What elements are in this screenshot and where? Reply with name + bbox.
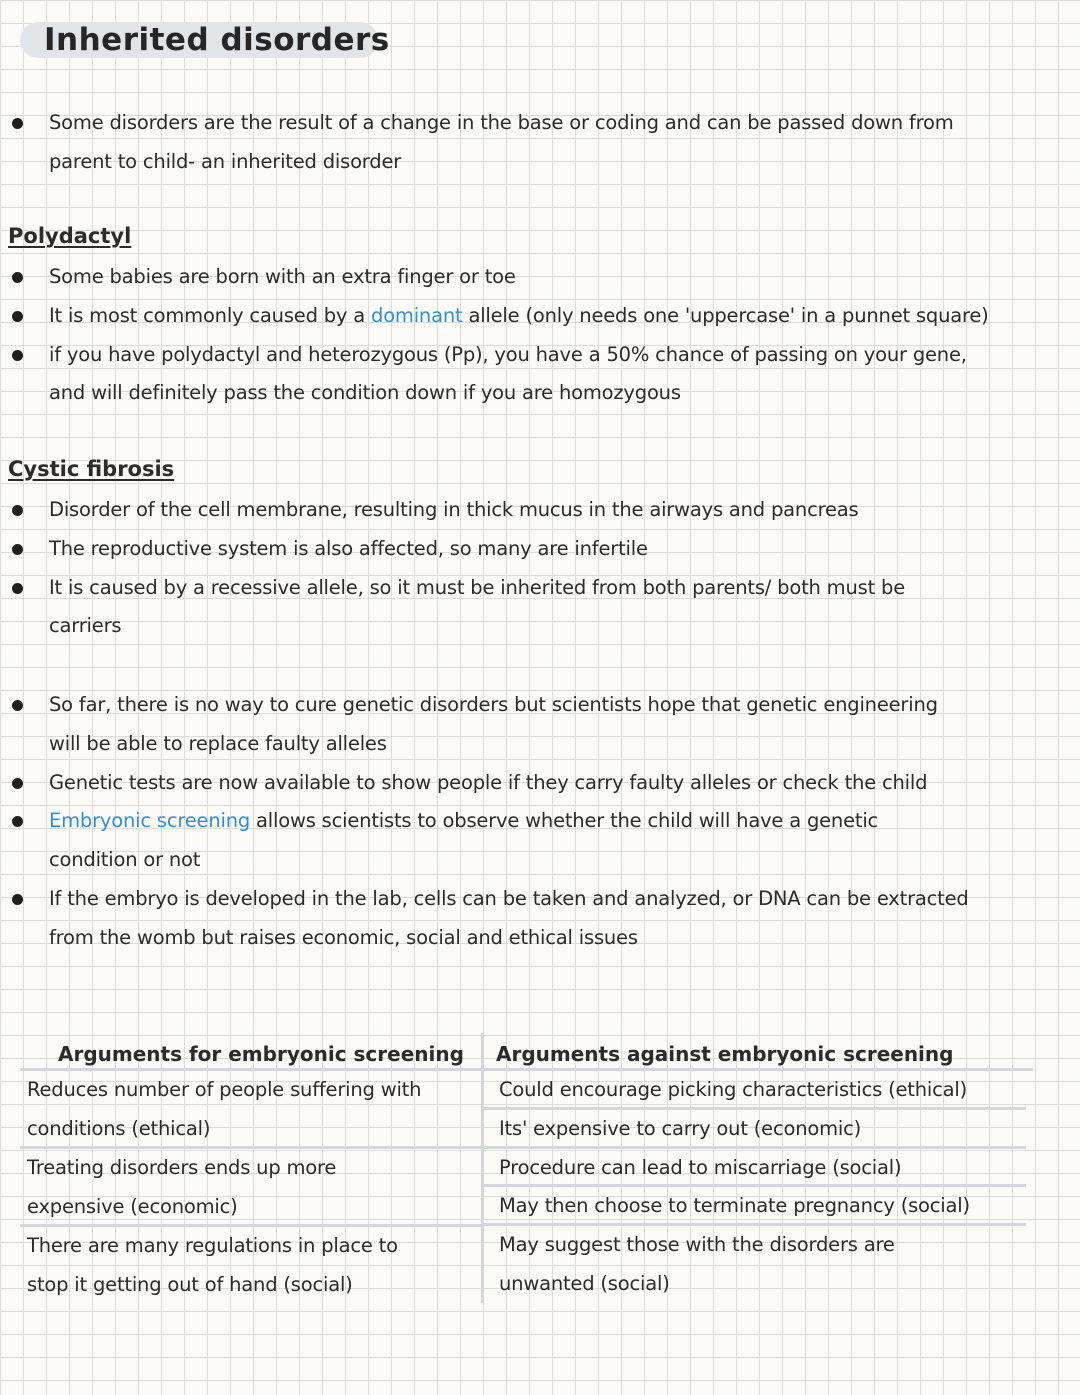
polydactyl-bullet-3-line-1: if you have polydactyl and heterozygous (Pp), you have a 50% chance of passing on your gene, bbox=[49, 342, 967, 366]
cystic-bullet-3-line-2: carriers bbox=[49, 614, 122, 638]
for-row-1-line-2: conditions (ethical) bbox=[27, 1116, 211, 1140]
bullet-dot-icon bbox=[12, 311, 23, 322]
cystic-fibrosis-list bbox=[0, 491, 1072, 646]
dominant-highlight: dominant bbox=[371, 303, 463, 327]
list-item bbox=[0, 530, 1072, 569]
page-title: Inherited disorders bbox=[20, 22, 378, 58]
table-row bbox=[20, 1149, 481, 1227]
against-row-5-line-2: unwanted (social) bbox=[499, 1271, 670, 1295]
bullet-dot-icon bbox=[12, 272, 23, 283]
table-row: Could encourage picking characteristics (ethical) bbox=[484, 1071, 1026, 1110]
general-bullet-4-line-1: If the embryo is developed in the lab, cells can be taken and analyzed, or DNA can be extracted bbox=[49, 886, 969, 910]
arguments-against-heading: Arguments against embryonic screening bbox=[484, 1033, 1033, 1071]
embryonic-screening-highlight: Embryonic screening bbox=[49, 809, 251, 833]
general-bullet-2: Genetic tests are now available to show people if they carry faulty alleles or check the child bbox=[49, 770, 928, 794]
bullet-dot-icon bbox=[12, 778, 23, 789]
bullet-dot-icon bbox=[12, 894, 23, 905]
general-bullet-1-line-2: will be able to replace faulty alleles bbox=[49, 731, 387, 755]
bullet-dot-icon bbox=[12, 816, 23, 827]
cystic-bullet-2: The reproductive system is also affected, so many are infertile bbox=[49, 536, 648, 560]
polydactyl-bullet-3-line-2: and will definitely pass the condition down if you are homozygous bbox=[49, 381, 681, 405]
bullet-dot-icon bbox=[12, 700, 23, 711]
bullet-dot-icon bbox=[12, 118, 23, 129]
table-row: Its' expensive to carry out (economic) bbox=[484, 1110, 1026, 1149]
arguments-against-column bbox=[481, 1033, 1033, 1303]
arguments-for-column bbox=[20, 1033, 481, 1303]
list-item bbox=[0, 336, 1072, 414]
bullet-dot-icon bbox=[12, 583, 23, 594]
for-row-3-line-1: There are many regulations in place to bbox=[27, 1234, 398, 1257]
screening-list bbox=[0, 686, 1072, 958]
general-bullet-1-line-1: So far, there is no way to cure genetic disorders but scientists hope that genetic engineering bbox=[49, 693, 938, 716]
for-row-3-line-2: stop it getting out of hand (social) bbox=[27, 1272, 353, 1296]
bullet-dot-icon bbox=[12, 350, 23, 361]
polydactyl-heading: Polydactyl bbox=[8, 224, 132, 248]
list-item bbox=[0, 802, 1072, 880]
bullet-dot-icon bbox=[12, 544, 23, 555]
intro-line-1: Some disorders are the result of a change in the base or coding and can be passed down from bbox=[49, 111, 954, 134]
table-row bbox=[484, 1226, 1026, 1304]
arguments-table bbox=[20, 1033, 1030, 1303]
intro-line-2: parent to child- an inherited disorder bbox=[49, 149, 402, 173]
cystic-bullet-3-line-1: It is caused by a recessive allele, so it must be inherited from both parents/ both must be bbox=[49, 575, 906, 599]
list-item bbox=[0, 880, 1072, 958]
table-row: May then choose to terminate pregnancy (social) bbox=[484, 1187, 1026, 1226]
general-bullet-3-line-2: condition or not bbox=[49, 848, 201, 872]
cystic-bullet-1: Disorder of the cell membrane, resulting in thick mucus in the airways and pancreas bbox=[49, 498, 859, 521]
list-item bbox=[0, 764, 1072, 803]
polydactyl-bullet-2-pre: It is most commonly caused by a bbox=[49, 303, 372, 327]
bullet-dot-icon bbox=[12, 505, 23, 516]
cystic-fibrosis-heading: Cystic fibrosis bbox=[8, 457, 175, 481]
polydactyl-bullet-2-post: allele (only needs one 'uppercase' in a punnet square) bbox=[462, 303, 989, 327]
polydactyl-bullet-1: Some babies are born with an extra finger or toe bbox=[49, 265, 516, 288]
table-row bbox=[20, 1227, 481, 1305]
intro-list bbox=[0, 104, 1072, 182]
list-item bbox=[0, 491, 1072, 530]
list-item bbox=[0, 297, 1072, 336]
for-row-1-line-1: Reduces number of people suffering with bbox=[27, 1078, 422, 1101]
table-row: Procedure can lead to miscarriage (social) bbox=[484, 1149, 1026, 1188]
arguments-for-heading: Arguments for embryonic screening bbox=[20, 1033, 481, 1071]
polydactyl-list bbox=[0, 258, 1072, 413]
list-item bbox=[0, 569, 1072, 647]
against-row-5-line-1: May suggest those with the disorders are bbox=[499, 1233, 895, 1257]
list-item bbox=[0, 686, 1072, 764]
general-bullet-3-post: allows scientists to observe whether the child will have a genetic bbox=[250, 809, 879, 833]
table-row bbox=[20, 1071, 481, 1149]
for-row-2-line-1: Treating disorders ends up more bbox=[27, 1156, 337, 1179]
list-item bbox=[0, 104, 1072, 182]
general-bullet-4-line-2: from the womb but raises economic, social and ethical issues bbox=[49, 925, 638, 949]
for-row-2-line-2: expensive (economic) bbox=[27, 1194, 238, 1218]
list-item bbox=[0, 258, 1072, 297]
